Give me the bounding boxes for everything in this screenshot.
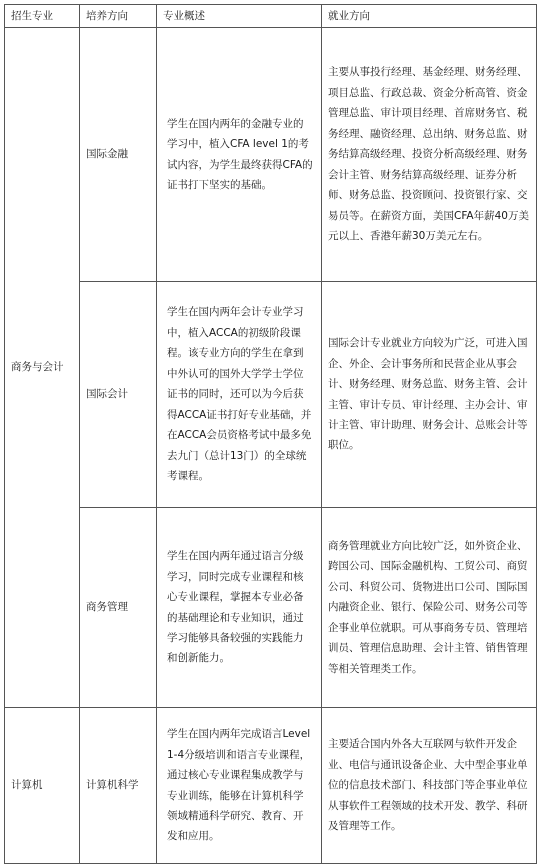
direction-cell: 国际会计 <box>80 282 157 508</box>
header-major: 招生专业 <box>5 5 80 28</box>
major-cell: 商务与会计 <box>5 28 80 708</box>
direction-cell: 计算机科学 <box>80 708 157 864</box>
table-row <box>5 708 537 864</box>
overview-cell: 学生在国内两年完成语言Level 1-4分级培训和语言专业课程，通过核心专业课程集成教学与专业训练，能够在计算机科学领域精通科学研究、教育、开发和应用。 <box>157 708 322 864</box>
table-row <box>5 508 537 708</box>
header-overview: 专业概述 <box>157 5 322 28</box>
careers-cell: 主要适合国内外各大互联网与软件开发企业、电信与通讯设备企业、大中型企事业单位的信息技术部门、科技部门等企事业单位从事软件工程领域的技术开发、教学、科研及管理等工作。 <box>322 708 537 864</box>
page <box>4 4 536 863</box>
overview-cell: 学生在国内两年会计专业学习中，植入ACCA的初级阶段课程。该专业方向的学生在拿到中外认可的国外大学学士学位证书的同时，还可以为今后获得ACCA证书打好专业基础，并在ACCA会员资格考试中最多免去九门（总计13门）的全球统考课程。 <box>157 282 322 508</box>
table-row <box>5 282 537 508</box>
table-row <box>5 28 537 282</box>
major-cell: 计算机 <box>5 708 80 864</box>
program-table <box>4 4 537 864</box>
overview-cell: 学生在国内两年的金融专业的学习中，植入CFA level 1的考试内容，为学生最终获得CFA的证书打下坚实的基础。 <box>157 28 322 282</box>
careers-cell: 国际会计专业就业方向较为广泛，可进入国企、外企、会计事务所和民营企业从事会计、财务经理、财务总监、财务主管、会计主管、审计专员、审计经理、主办会计、审计主管、审计助理、财务会计、总账会计等职位。 <box>322 282 537 508</box>
header-careers: 就业方向 <box>322 5 537 28</box>
header-direction: 培养方向 <box>80 5 157 28</box>
careers-cell: 主要从事投行经理、基金经理、财务经理、项目总监、行政总裁、资金分析高管、资金管理总监、审计项目经理、首席财务官、税务经理、融资经理、总出纳、财务总监、财务结算高级经理、投资分析高级经理、财务会计主管、财务结算高级经理、证券分析师、财务总监、投资顾问、投资银行家、交易员等。在薪资方面，美国CFA年薪40万美元以上、香港年薪30万美元左右。 <box>322 28 537 282</box>
overview-cell: 学生在国内两年通过语言分级学习，同时完成专业课程和核心专业课程，掌握本专业必备的基础理论和专业知识，通过学习能够具备较强的实践能力和创新能力。 <box>157 508 322 708</box>
table-header-row <box>5 5 537 28</box>
direction-cell: 国际金融 <box>80 28 157 282</box>
careers-cell: 商务管理就业方向比较广泛，如外资企业、跨国公司、国际金融机构、工贸公司、商贸公司、科贸公司、货物进出口公司、国际国内融资企业、银行、保险公司、财务公司等企事业单位就职。可从事商务专员、管理培训员、管理信息助理、会计主管、销售管理等相关管理类工作。 <box>322 508 537 708</box>
direction-cell: 商务管理 <box>80 508 157 708</box>
